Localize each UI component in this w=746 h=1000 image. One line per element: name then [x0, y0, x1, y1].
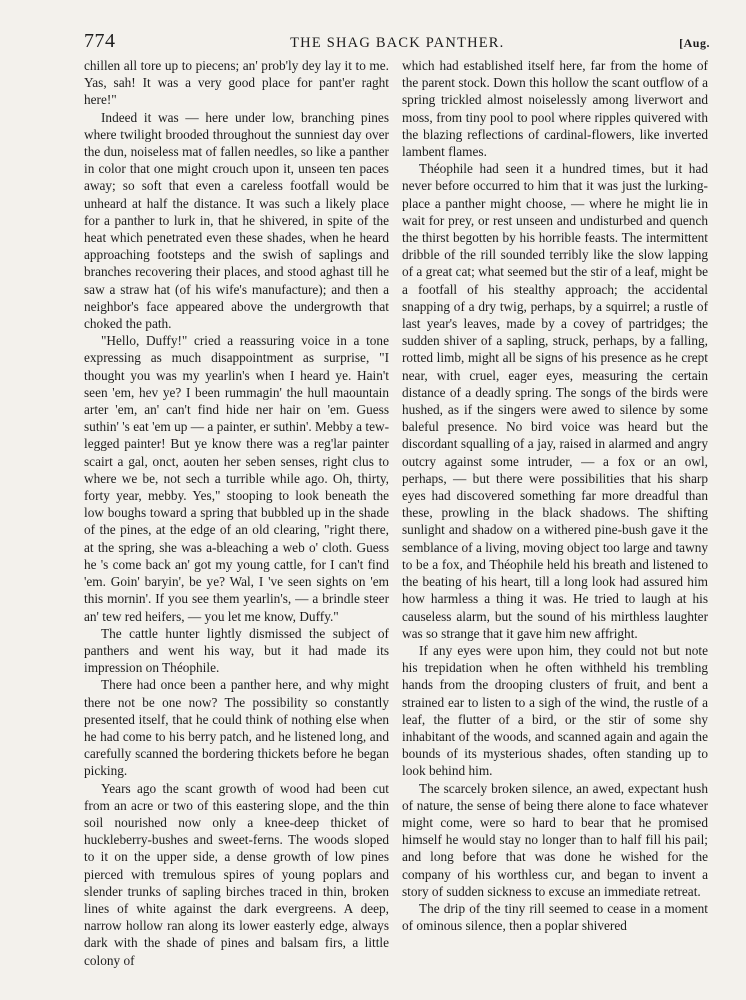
- issue-month: [Aug.: [679, 36, 710, 50]
- paragraph: If any eyes were upon him, they could not but note his trepidation when he often withheld his trembling hands from the drooping clusters of fruit, and bent a strained ear to listen to a sigh of the wind, the rustle of a leaf, the flutter of a bird, or the stir of some shy inhabitant of the woods, and scanned again and again the bounds of its mysterious shades, often standing up to look behind him.: [402, 642, 708, 779]
- paragraph: The scarcely broken silence, an awed, expectant hush of nature, the sense of being there alone to face whatever might come, were so hard to bear that he promised himself he would stay no longer than to half fill his pail; and long before that was done he wished for the company of his worthless cur, and began to invent a story of sudden sickness to excuse an immediate retreat.: [402, 780, 708, 899]
- paragraph: There had once been a panther here, and why might there not be one now? The possibility so constantly presented itself, that he could think of nothing else when he had come to his berry patch, and he listened long, and carefully scanned the bordering thickets before he began picking.: [84, 677, 389, 779]
- paragraph: chillen all tore up to piecens; an' prob'ly dey lay it to me. Yas, sah! It was a very good place for pant'er raght here!": [84, 58, 389, 108]
- paragraph: Théophile had seen it a hundred times, but it had never before occurred to him that it was just the lurking-place a panther might choose, — where he might lie in wait for prey, or rest unseen and undisturbed and quench the thirst begotten by his horrible feasts. The intermittent dribble of the rill sounded terribly like the slow lapping of a great cat; what seemed but the stir of a leaf, might be a footfall of his stealthy approach; the accidental snapping of a dry twig, perhaps, by a squirrel; a rustle of last year's leaves, made by a covey of partridges; the sudden shiver of a sapling, struck, perhaps, by a falling, rotted limb, might all be signs of his presence as he crept near, with cruel, eager eyes, measuring the certain distance of a deadly spring. The songs of the birds were hushed, as if the singers were awed to silence by some baleful presence. No bird voice was heard but the discordant squalling of a jay, raised in alarmed and angry outcry against some intruder, — a fox or an owl, perhaps, — but there were possibilities that his sharp eyes had discovered something far more dreadful than these, prowling in the black shadows. The shifting sunlight and shadow on a withered pine-bush gave it the semblance of a living, moving object too large and tawny to be a fox, and Théophile held his breath and listened to the beating of his heart, till a long look had assured him how harmless a thing it was. He tried to laugh at his causeless alarm, but the sound of his mirthless laughter was so strange that it gave him new affright.: [402, 161, 708, 641]
- running-header: [84, 30, 710, 56]
- paragraph: Indeed it was — here under low, branching pines where twilight brooded throughout the sunniest day over the dun, noiseless mat of fallen needles, so like a panther in color that one might crouch upon it, unseen ten paces away; so soft that even a careless footfall would be unheard at half the distance. It was such a likely place for a panther to lurk in, that he shivered, in spite of the heat which penetrated even these shades, when he heard approaching footsteps and the swish of saplings and branches recovering their places, and stood aghast till he saw a straw hat (of his wife's manufacture); and then a neighbor's face appeared above the undergrowth that choked the path.: [84, 109, 389, 332]
- paragraph: The drip of the tiny rill seemed to cease in a moment of ominous silence, then a poplar shivered: [402, 900, 708, 934]
- right-column: [402, 57, 708, 934]
- paragraph: Years ago the scant growth of wood had been cut from an acre or two of this eastering slope, and the thin soil nourished now only a knee-deep thicket of huckleberry-bushes and sweet-ferns. The woods sloped to it on the upper side, a dense growth of low pines pierced with tremulous spires of young poplars and slender trunks of sapling birches traced in thin, broken lines of white against the dark evergreens. A deep, narrow hollow ran along its lower easterly edge, always dark with the shade of pines and balsam firs, a little colony of: [84, 780, 389, 968]
- paragraph: The cattle hunter lightly dismissed the subject of panthers and went his way, but it had made its impression on Théophile.: [84, 625, 389, 676]
- left-column: [84, 57, 389, 969]
- running-title: THE SHAG BACK PANTHER.: [290, 35, 505, 51]
- paragraph: which had established itself here, far from the home of the parent stock. Down this hollow the scant outflow of a spring trickled almost noiselessly among liverwort and moss, from tiny pool to pool where ripples quivered with the blazing reflections of cardinal-flowers, like inverted lambent flames.: [402, 58, 708, 160]
- paragraph: "Hello, Duffy!" cried a reassuring voice in a tone expressing as much disappointment as surprise, "I thought you was my yearlin's when I heard ye. Hain't seen 'em, hev ye? I been rummagin' the hull maountain arter 'em, an' can't find hide ner hair on 'em. Guess suthin' 's eat 'em up — a painter, er suthin'. Mebby a tew-legged painter! But ye know there was a reg'lar painter scairt a gal, onct, aouten her seben senses, right clus to where we be, not sech a turrible while ago. Oh, thirty, forty year, mebby. Yes," stooping to look beneath the low boughs toward a spring that bubbled up in the shade of the pines, at the edge of an old clearing, "right there, at the spring, she was a-bleaching a web o' cloth. Guess he 's come back an' got my young cattle, for I can't find 'em. Goin' baryin', be ye? Wal, I 've seen sights on 'em this mornin'. If you see them yearlin's, — a brindle steer an' tew red heifers, — you let me know, Duffy.": [84, 333, 389, 624]
- page-number: 774: [84, 30, 116, 52]
